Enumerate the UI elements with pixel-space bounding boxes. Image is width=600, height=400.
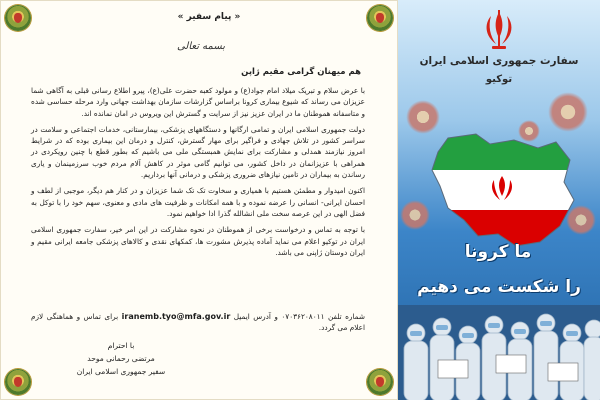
emblem-icon [367, 5, 393, 31]
emblem-icon [367, 369, 393, 395]
paragraph: با عرض سلام و تبریک میلاد امام جواد(ع) و مولود کعبه حضرت علی(ع)، پیرو اطلاع رسانی قبلی به آگاهی شما عزیزان می رساند که شیوع بیماری کرونا براساس گزارشات سازمان بهداشت جهانی وارد مرحله حساسی شده و متاسفانه هموطنان ما در ایران عزیز نیز از سرایت و گسترش این ویروس در امان نمانده اند. [31, 86, 365, 118]
contact-suffix: برای تماس و هماهنگی لازم اعلام می گردد. [31, 312, 365, 333]
campaign-poster [398, 0, 600, 400]
iran-flag-map [428, 130, 576, 250]
signer-name: مرتضی رحمانی موحد [87, 354, 155, 363]
salutation: هم میهنان گرامی مقیم ژاپن [241, 67, 361, 77]
bismillah-heading: بسمه تعالی [176, 41, 226, 52]
email-link[interactable]: iranemb.tyo@mfa.gov.ir [121, 312, 231, 321]
paragraph: اکنون امیدوار و مطمئن هستیم با همیاری و سخاوت تک تک شما عزیزان و در کنار هم دیگر، موجبی از لطف و احسان ایرانی- انسانی را عرضه نموده و با همه امکانات و ظرفیت های مادی و معنوی، سهم خود را با توکل به فضل الهی در این عرصه سخت ملی انشالله گذرا ادا خواهیم نمود. [31, 186, 365, 218]
emblem-icon [5, 369, 31, 395]
signature-block [51, 339, 191, 378]
signer-title: سفیر جمهوری اسلامی ایران [76, 367, 166, 376]
coronavirus-icon [406, 100, 440, 134]
contact-prefix: شماره تلفن ۰۷۰۳۶۲۰۸۰۱۱ و آدرس ایمیل [233, 312, 366, 321]
contact-info [31, 311, 365, 334]
medical-staff-crowd [398, 305, 600, 400]
coronavirus-icon [548, 92, 588, 132]
emblem-icon [5, 5, 31, 31]
letter-body [31, 85, 365, 263]
embassy-city: توکیو [485, 74, 513, 85]
slogan-line-2: را شکست می دهیم [417, 277, 581, 297]
letter-title: « پیام سفیر » [177, 12, 241, 22]
embassy-name: سفارت جمهوری اسلامی ایران [419, 55, 579, 67]
coronavirus-icon [400, 200, 430, 230]
slogan-line-1: ما کرونا [464, 242, 532, 262]
paragraph: دولت جمهوری اسلامی ایران و تمامی ارگانها و دستگاههای پزشکی، بیمارستانی، خدمات اجتماعی و سلامت در سراسر کشور در تلاش جهادی و فراگیر برای مهار گسترش، کنترل و درمان این بیماری بوده که در شرایط امروز نیازمند همدلی و مشارکت برای نمایش همبستگی ملی می باشیم که بطور قطع با چنین رویکردی در همراهی با عزیزانمان در داخل کشور، می توانیم گامی موثر در کاهش آلام مردم خوب سرزمینمان و یاری رساندن به بیماران در تامین نیازهای ضروری پزشکی و درمانی آنها برداریم. [31, 124, 365, 180]
paragraph: با توجه به تماس و درخواست برخی از هموطنان در نحوه مشارکت در این امر خیر، سفارت جمهوری اسلامی ایران در توکیو اعلام می نماید آماده پذیرش مشورت ها، کمکهای نقدی و کالاهای پزشکی جامعه ایرانی مقیم و ایران دوستان ژاپنی می باشد. [31, 225, 365, 257]
iran-emblem-icon [476, 8, 522, 54]
closing: با احترام [107, 341, 135, 350]
